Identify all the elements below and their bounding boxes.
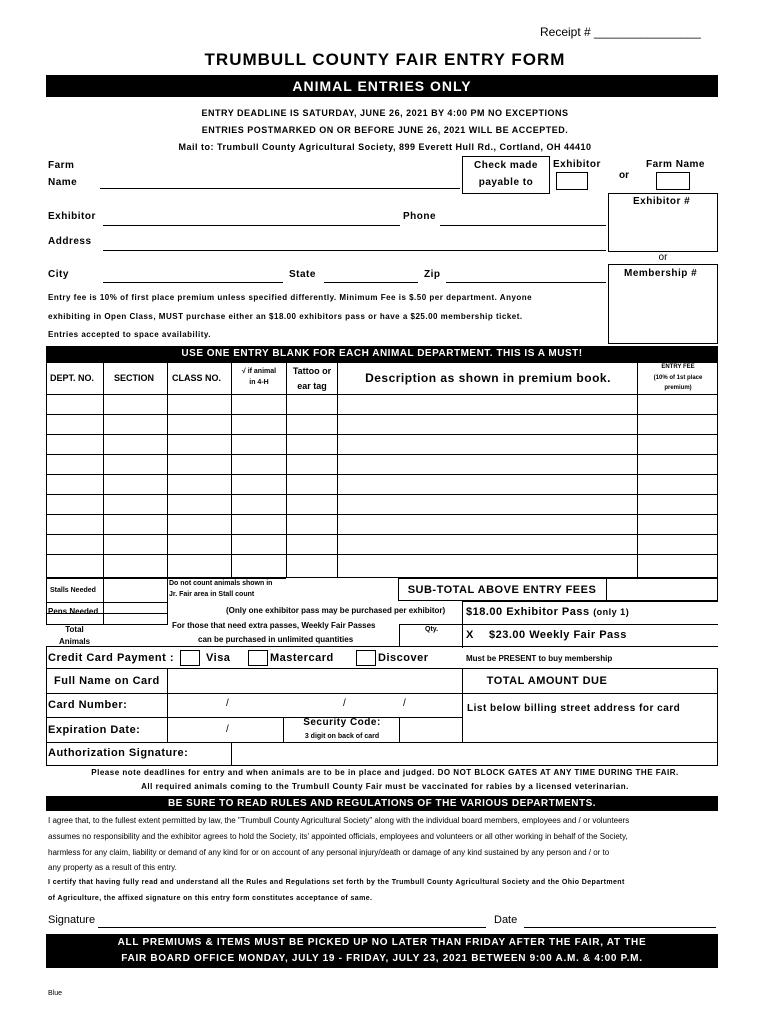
must-be-present-note: Must be PRESENT to buy membership (466, 654, 613, 663)
or-label-2: or (658, 252, 668, 263)
state-field[interactable] (324, 282, 418, 283)
form-title: TRUMBULL COUNTY FAIR ENTRY FORM (204, 50, 566, 69)
entry-table-grid (46, 362, 718, 582)
legal-text-3: harmless for any claim, liability or demand of any kind for or on account of any personal injury/death or damage of any kind sustained by any person and / or to (48, 848, 610, 857)
check-made-label: Check made (474, 160, 538, 171)
x-mark: X (466, 629, 474, 641)
pickup-notice-line1: ALL PREMIUMS & ITEMS MUST BE PICKED UP NO LATER THAN FRIDAY AFTER THE FAIR, AT THE (117, 937, 647, 948)
total-animals-line2: Animals (58, 637, 91, 646)
card-number-slash-2: / (343, 698, 346, 709)
date-label: Date (494, 914, 518, 926)
address-field[interactable] (103, 250, 606, 251)
card-number-slash-3: / (403, 698, 406, 709)
payable-to-label: payable to (478, 177, 534, 188)
legal-text-4: any property as a result of this entry. (48, 863, 177, 872)
state-label: State (289, 269, 316, 280)
or-label-1: or (619, 170, 629, 181)
col-fee-line3: premium) (664, 385, 692, 391)
billing-address-field[interactable] (464, 694, 716, 742)
col-section: SECTION (114, 373, 155, 383)
subtotal-label: SUB-TOTAL ABOVE ENTRY FEES (407, 584, 597, 596)
stalls-needed-label: Stalls Needed (50, 587, 96, 594)
qty-label: Qty. (425, 626, 439, 633)
one-pass-note: (Only one exhibitor pass may be purchased per exhibitor) (226, 606, 446, 615)
farm-name-checkbox[interactable] (656, 172, 690, 190)
exhibitor-pass-label (466, 606, 629, 618)
discover-label: Discover (378, 652, 429, 664)
do-not-count-line1: Do not count animals shown in (169, 580, 273, 587)
authorization-signature-field[interactable] (232, 742, 716, 765)
rabies-notice: All required animals coming to the Trumbull County Fair must be vaccinated for rabies by a licensed veterinarian. (141, 782, 629, 791)
signature-label: Signature (48, 914, 96, 926)
farm-name-field[interactable] (100, 188, 460, 189)
total-animals-line1: Total (65, 625, 84, 634)
col-dept-no: DEPT. NO. (50, 373, 95, 383)
farm-name-option-label: Farm Name (646, 159, 705, 170)
deadline-notice: Please note deadlines for entry and when animals are to be in place and judged. DO NOT BLOCK GATES AT ANY TIME DURING THE FAIR. (91, 768, 679, 777)
entry-table (46, 362, 718, 582)
full-name-label: Full Name on Card (54, 675, 160, 687)
membership-number-label: Membership # (624, 268, 698, 279)
col-4h-line1: √ if animal (241, 368, 277, 375)
pickup-notice-line2: FAIR BOARD OFFICE MONDAY, JULY 19 - FRIDAY, JULY 23, 2021 BETWEEN 9:00 A.M. & 4:00 P.M. (121, 953, 643, 964)
deadline-line-2: ENTRIES POSTMARKED ON OR BEFORE JUNE 26, 2021 WILL BE ACCEPTED. (201, 125, 569, 135)
zip-field[interactable] (446, 282, 606, 283)
mastercard-checkbox[interactable] (248, 650, 268, 666)
fee-note-2: exhibiting in Open Class, MUST purchase either an $18.00 exhibitors pass or have a $25.00 membership ticket. (48, 312, 523, 321)
deadline-line-1: ENTRY DEADLINE IS SATURDAY, JUNE 26, 2021 BY 4:00 PM NO EXCEPTIONS (201, 108, 569, 118)
city-field[interactable] (103, 282, 283, 283)
visa-checkbox[interactable] (180, 650, 200, 666)
form-color-label: Blue (48, 990, 63, 997)
exhibitor-option-label: Exhibitor (553, 159, 601, 170)
col-tattoo-line1: Tattoo or (292, 366, 332, 376)
exhibitor-label: Exhibitor (48, 211, 96, 222)
full-name-field[interactable] (168, 669, 462, 693)
col-4h-line2: in 4-H (249, 379, 269, 386)
pickup-notice-bar (46, 934, 718, 968)
col-fee-line2: (10% of 1st place (653, 375, 703, 381)
signature-field[interactable] (98, 927, 486, 928)
authorization-label: Authorization Signature: (48, 747, 189, 759)
certify-text-1: I certify that having fully read and understand all the Rules and Regulations set forth by the Trumbull County Agricultural Society and the Ohio Department (48, 879, 625, 886)
legal-text-1: I agree that, to the fullest extent permitted by law, the "Trumbull County Agricultural Society" along with the individual board members, employees and / or volunteers (48, 816, 630, 825)
col-tattoo-line2: ear tag (297, 381, 327, 391)
legal-text-2: assumes no responsibility and the exhibitor agrees to hold the Society, its' appointed officials, employees and volunteers or all other working in behalf of the Society, (48, 832, 628, 841)
exhibitor-checkbox[interactable] (556, 172, 588, 190)
exhibitor-field[interactable] (103, 225, 400, 226)
fee-note-3: Entries accepted to space availability. (48, 330, 211, 339)
total-due-label: TOTAL AMOUNT DUE (486, 675, 608, 687)
card-number-slash-1: / (226, 698, 229, 709)
phone-field[interactable] (440, 225, 606, 226)
zip-label: Zip (424, 269, 441, 280)
pens-needed-label: Pens Needed (48, 607, 99, 616)
card-number-field[interactable] (168, 694, 462, 718)
visa-label: Visa (206, 652, 231, 664)
only-one-note: (only 1) (593, 607, 630, 617)
name-label: Name (48, 177, 78, 188)
security-code-field[interactable] (400, 718, 462, 742)
subtotal-amount-field[interactable] (606, 579, 717, 600)
animal-entries-bar: ANIMAL ENTRIES ONLY (46, 75, 718, 97)
do-not-count-line2: Jr. Fair area in Stall count (169, 591, 255, 598)
card-number-label: Card Number: (48, 699, 128, 711)
weekly-note-line1: For those that need extra passes, Weekly Fair Passes (172, 621, 376, 630)
mail-to-address: Mail to: Trumbull County Agricultural Society, 899 Everett Hull Rd., Cortland, OH 44410 (178, 142, 592, 152)
discover-checkbox[interactable] (356, 650, 376, 666)
phone-label: Phone (403, 211, 437, 222)
city-label: City (48, 269, 69, 280)
address-label: Address (48, 236, 92, 247)
weekly-note-line2: can be purchased in unlimited quantities (198, 635, 354, 644)
date-field[interactable] (524, 927, 716, 928)
col-description: Description as shown in premium book. (365, 371, 611, 385)
receipt-number-label: Receipt # ________________ (540, 25, 701, 39)
credit-card-label: Credit Card Payment : (48, 652, 175, 664)
col-fee-line1: ENTRY FEE (661, 364, 695, 370)
security-code-label: Security Code: (303, 717, 381, 728)
col-class-no: CLASS NO. (172, 373, 222, 383)
rules-bar: BE SURE TO READ RULES AND REGULATIONS OF THE VARIOUS DEPARTMENTS. (46, 796, 718, 811)
exhibitor-number-label: Exhibitor # (633, 196, 691, 207)
entry-table-bar: USE ONE ENTRY BLANK FOR EACH ANIMAL DEPARTMENT. THIS IS A MUST! (46, 346, 718, 362)
certify-text-2: of Agriculture, the affixed signature on this entry form constitutes acceptance of same. (48, 895, 373, 902)
farm-label: Farm (48, 160, 75, 171)
security-code-note: 3 digit on back of card (304, 733, 380, 740)
billing-address-label: List below billing street address for card (467, 703, 681, 714)
exhibitor-pass-price: $18.00 Exhibitor Pass (466, 606, 590, 618)
mastercard-label: Mastercard (270, 652, 334, 664)
expiration-label: Expiration Date: (48, 724, 141, 736)
fee-note-1: Entry fee is 10% of first place premium unless specified differently. Minimum Fee is $.50 per department. Anyone (48, 293, 533, 302)
weekly-pass-label: $23.00 Weekly Fair Pass (489, 629, 627, 641)
expiration-slash: / (226, 724, 229, 735)
